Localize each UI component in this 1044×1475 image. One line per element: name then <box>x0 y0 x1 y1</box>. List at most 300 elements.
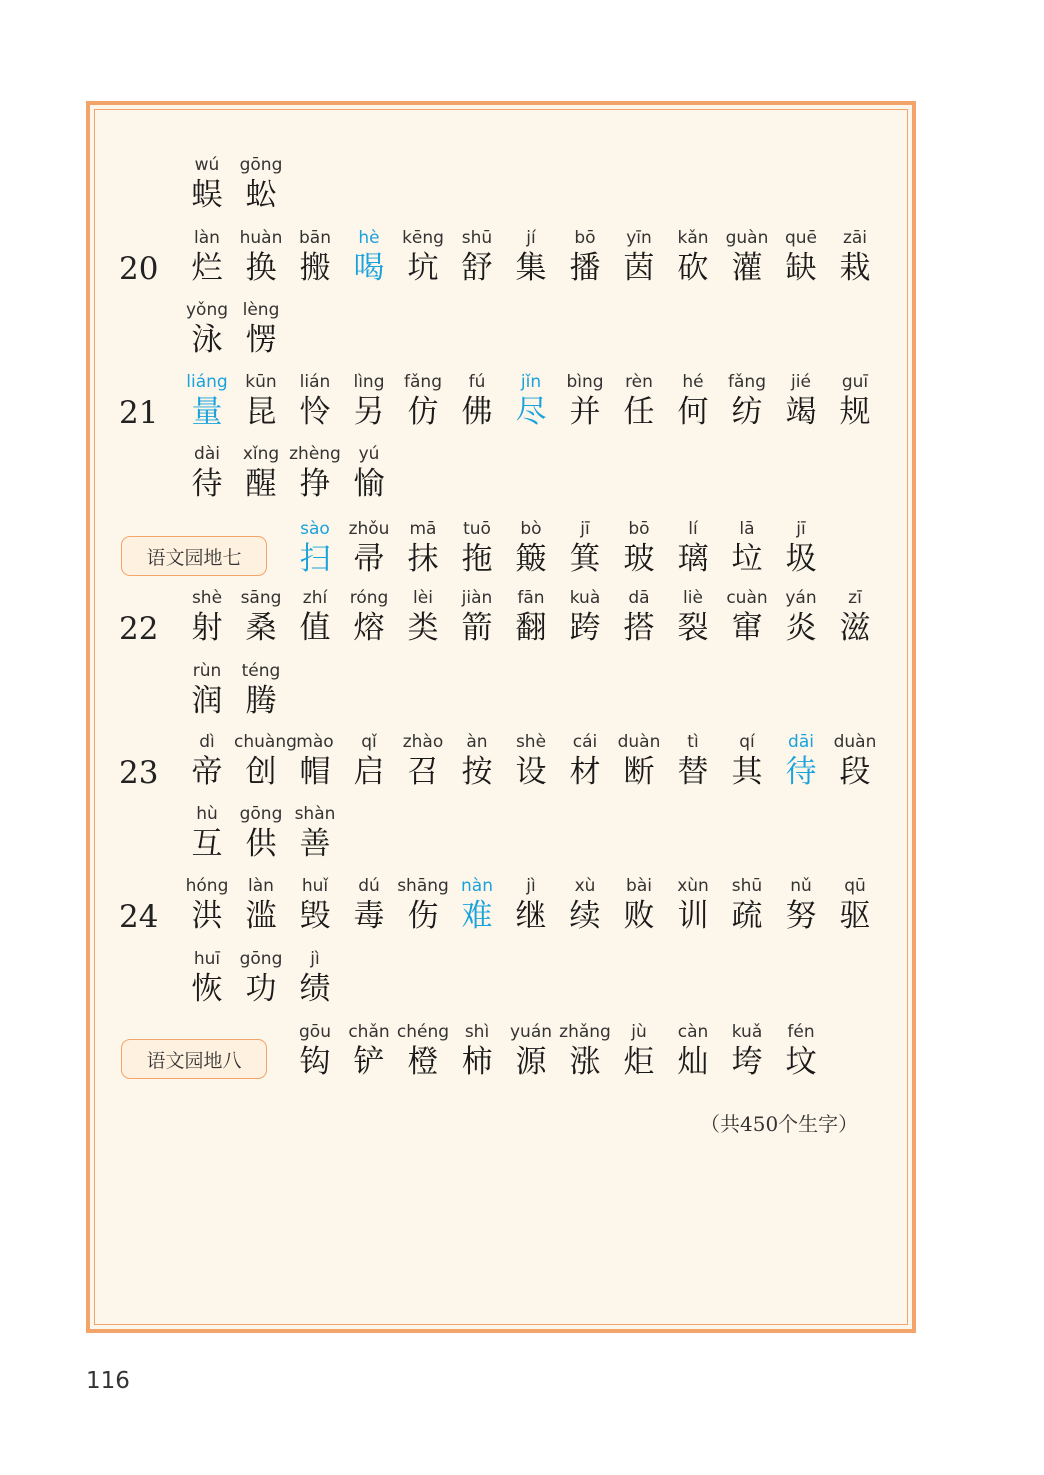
hanzi: 愣 <box>245 322 277 358</box>
hanzi: 铲 <box>353 1044 385 1080</box>
hanzi: 继 <box>515 898 547 934</box>
hanzi: 柿 <box>461 1044 493 1080</box>
hanzi: 毒 <box>353 898 385 934</box>
char-row <box>0 371 1044 431</box>
pinyin: fān <box>517 588 545 608</box>
hanzi: 炎 <box>785 610 817 646</box>
hanzi: 帽 <box>299 754 331 790</box>
char-cell <box>720 1021 774 1081</box>
char-cell <box>288 227 342 287</box>
char-cell <box>558 518 612 578</box>
char-cell <box>774 227 828 287</box>
pinyin: fǎng <box>728 372 766 392</box>
hanzi: 腾 <box>245 683 277 719</box>
hanzi: 何 <box>677 394 709 430</box>
pinyin: bō <box>628 519 650 539</box>
char-cell <box>612 227 666 287</box>
hanzi: 量 <box>191 394 223 430</box>
pinyin: chéng <box>396 1022 450 1042</box>
hanzi: 坑 <box>407 250 439 286</box>
pinyin: tuō <box>463 519 491 539</box>
char-cell <box>666 731 720 791</box>
pinyin: bài <box>626 876 652 896</box>
hanzi: 橙 <box>407 1044 439 1080</box>
char-cell <box>612 371 666 431</box>
pinyin: yuán <box>509 1022 553 1042</box>
pinyin: jù <box>631 1022 647 1042</box>
char-cell <box>396 587 450 647</box>
char-cell <box>396 731 450 791</box>
hanzi: 抹 <box>407 541 439 577</box>
hanzi: 炬 <box>623 1044 655 1080</box>
char-cell <box>180 154 234 214</box>
char-cell <box>396 1021 450 1081</box>
char-cell <box>504 875 558 935</box>
pinyin: zhèng <box>289 444 341 464</box>
pinyin: àn <box>466 732 488 752</box>
hanzi: 播 <box>569 250 601 286</box>
char-cell <box>774 518 828 578</box>
hanzi: 供 <box>245 826 277 862</box>
hanzi: 败 <box>623 898 655 934</box>
char-row <box>0 875 1044 935</box>
char-cell <box>612 587 666 647</box>
hanzi: 蜈 <box>191 177 223 213</box>
char-row <box>0 154 1044 214</box>
char-cell <box>504 1021 558 1081</box>
hanzi: 怜 <box>299 394 331 430</box>
pinyin: nǔ <box>790 876 812 896</box>
pinyin: lián <box>299 372 331 392</box>
pinyin: guī <box>841 372 869 392</box>
pinyin: zhǒu <box>348 519 390 539</box>
char-cell <box>504 227 558 287</box>
hanzi: 佛 <box>461 394 493 430</box>
pinyin: qǐ <box>361 732 377 752</box>
hanzi: 任 <box>623 394 655 430</box>
char-cell <box>504 518 558 578</box>
pinyin: huàn <box>239 228 283 248</box>
char-cell <box>774 875 828 935</box>
hanzi: 帝 <box>191 754 223 790</box>
char-row <box>0 731 1044 791</box>
pinyin: qí <box>739 732 755 752</box>
pinyin: shì <box>464 1022 490 1042</box>
char-cell <box>828 731 882 791</box>
char-cell <box>342 587 396 647</box>
pinyin: duàn <box>617 732 661 752</box>
pinyin: làn <box>194 228 220 248</box>
pinyin: liè <box>683 588 703 608</box>
char-cell <box>234 443 288 503</box>
pinyin: shū <box>731 876 763 896</box>
lesson-number: 20 <box>119 251 159 287</box>
hanzi: 努 <box>785 898 817 934</box>
char-cell <box>504 371 558 431</box>
hanzi: 仿 <box>407 394 439 430</box>
char-cell <box>450 1021 504 1081</box>
char-cell <box>288 875 342 935</box>
hanzi: 类 <box>407 610 439 646</box>
hanzi: 滥 <box>245 898 277 934</box>
pinyin: yǒng <box>185 300 229 320</box>
hanzi: 滋 <box>839 610 871 646</box>
char-row <box>0 518 1044 578</box>
char-cell <box>774 371 828 431</box>
char-cell <box>666 1021 720 1081</box>
section-tag: 语文园地七 <box>121 536 267 576</box>
char-cell <box>720 227 774 287</box>
hanzi: 愉 <box>353 466 385 502</box>
total-count: （共450个生字） <box>700 1112 859 1136</box>
char-cell <box>666 227 720 287</box>
char-cell <box>612 731 666 791</box>
char-cell <box>342 875 396 935</box>
char-row <box>0 299 1044 359</box>
pinyin: hóng <box>185 876 229 896</box>
pinyin: shàn <box>294 804 336 824</box>
pinyin: jì <box>310 949 320 969</box>
hanzi: 待 <box>191 466 223 502</box>
hanzi: 垃 <box>731 541 763 577</box>
hanzi: 蚣 <box>245 177 277 213</box>
pinyin: quē <box>784 228 818 248</box>
pinyin: kuà <box>569 588 601 608</box>
hanzi: 涨 <box>569 1044 601 1080</box>
pinyin: shè <box>515 732 547 752</box>
hanzi: 疏 <box>731 898 763 934</box>
page-number: 116 <box>86 1368 130 1394</box>
pinyin: nàn <box>461 876 493 896</box>
char-cell <box>234 227 288 287</box>
char-cell <box>720 587 774 647</box>
pinyin: jí <box>526 228 536 248</box>
hanzi: 茵 <box>623 250 655 286</box>
char-cell <box>612 875 666 935</box>
pinyin: fǎng <box>404 372 442 392</box>
pinyin: lí <box>688 519 698 539</box>
hanzi: 泳 <box>191 322 223 358</box>
pinyin: chǎn <box>348 1022 390 1042</box>
char-cell <box>504 731 558 791</box>
char-cell <box>234 731 297 791</box>
hanzi: 润 <box>191 683 223 719</box>
pinyin: gōng <box>239 949 283 969</box>
pinyin: jié <box>791 372 811 392</box>
pinyin: dì <box>199 732 215 752</box>
hanzi: 璃 <box>677 541 709 577</box>
char-cell <box>450 371 504 431</box>
pinyin: duàn <box>833 732 877 752</box>
pinyin: jì <box>526 876 536 896</box>
hanzi: 舒 <box>461 250 493 286</box>
char-cell <box>234 371 288 431</box>
char-row <box>0 443 1044 503</box>
hanzi: 玻 <box>623 541 655 577</box>
char-cell <box>180 803 234 863</box>
pinyin: chuàng <box>234 732 297 752</box>
char-cell <box>396 518 450 578</box>
char-cell <box>180 660 234 720</box>
char-cell <box>666 371 720 431</box>
hanzi: 熔 <box>353 610 385 646</box>
pinyin: shū <box>461 228 493 248</box>
hanzi: 烂 <box>191 250 223 286</box>
char-cell <box>558 1021 612 1081</box>
char-cell <box>288 948 342 1008</box>
hanzi: 挣 <box>299 466 331 502</box>
char-cell <box>180 875 234 935</box>
hanzi: 钩 <box>299 1044 331 1080</box>
hanzi: 簸 <box>515 541 547 577</box>
char-cell <box>828 227 882 287</box>
char-cell <box>720 518 774 578</box>
hanzi: 训 <box>677 898 709 934</box>
hanzi: 射 <box>191 610 223 646</box>
char-cell <box>234 587 288 647</box>
hanzi: 伤 <box>407 898 439 934</box>
pinyin: sāng <box>240 588 282 608</box>
pinyin: jǐn <box>520 372 542 392</box>
char-cell <box>558 227 612 287</box>
hanzi: 圾 <box>785 541 817 577</box>
char-cell <box>180 587 234 647</box>
char-cell <box>288 731 342 791</box>
hanzi: 善 <box>299 826 331 862</box>
char-cell <box>342 731 396 791</box>
char-cell <box>234 154 288 214</box>
hanzi: 绩 <box>299 971 331 1007</box>
pinyin: fú <box>468 372 486 392</box>
hanzi: 跨 <box>569 610 601 646</box>
hanzi: 启 <box>353 754 385 790</box>
hanzi: 其 <box>731 754 763 790</box>
char-cell <box>288 1021 342 1081</box>
hanzi: 砍 <box>677 250 709 286</box>
hanzi: 喝 <box>353 250 385 286</box>
hanzi: 并 <box>569 394 601 430</box>
pinyin: cuàn <box>726 588 768 608</box>
hanzi: 灌 <box>731 250 763 286</box>
pinyin: róng <box>349 588 389 608</box>
char-cell <box>288 587 342 647</box>
section-tag: 语文园地八 <box>121 1039 267 1079</box>
pinyin: rèn <box>625 372 653 392</box>
char-row <box>0 1021 1044 1081</box>
pinyin: bìng <box>566 372 604 392</box>
hanzi: 昆 <box>245 394 277 430</box>
char-cell <box>828 371 882 431</box>
pinyin: bān <box>299 228 331 248</box>
char-cell <box>396 371 450 431</box>
pinyin: guàn <box>725 228 769 248</box>
pinyin: zhào <box>402 732 444 752</box>
hanzi: 按 <box>461 754 493 790</box>
lesson-number: 22 <box>119 611 159 647</box>
hanzi: 创 <box>245 754 277 790</box>
hanzi: 竭 <box>785 394 817 430</box>
pinyin: zhǎng <box>559 1022 611 1042</box>
char-cell <box>450 875 504 935</box>
char-row <box>0 948 1044 1008</box>
char-row <box>0 587 1044 647</box>
hanzi: 翻 <box>515 610 547 646</box>
char-cell <box>180 948 234 1008</box>
char-cell <box>342 371 396 431</box>
lesson-number: 21 <box>119 395 159 431</box>
hanzi: 源 <box>515 1044 547 1080</box>
pinyin: lìng <box>353 372 385 392</box>
hanzi: 拖 <box>461 541 493 577</box>
pinyin: jī <box>580 519 590 539</box>
pinyin: yú <box>358 444 380 464</box>
pinyin: jī <box>796 519 806 539</box>
hanzi: 替 <box>677 754 709 790</box>
hanzi: 换 <box>245 250 277 286</box>
hanzi: 帚 <box>353 541 385 577</box>
pinyin: hè <box>358 228 380 248</box>
char-cell <box>558 731 612 791</box>
char-cell <box>396 875 450 935</box>
char-cell <box>504 587 558 647</box>
char-row <box>0 803 1044 863</box>
hanzi: 恢 <box>191 971 223 1007</box>
hanzi: 难 <box>461 898 493 934</box>
hanzi: 坟 <box>785 1044 817 1080</box>
hanzi: 扫 <box>299 541 331 577</box>
pinyin: càn <box>677 1022 709 1042</box>
char-cell <box>558 587 612 647</box>
pinyin: dài <box>194 444 220 464</box>
pinyin: kǎn <box>677 228 709 248</box>
char-cell <box>180 371 234 431</box>
char-cell <box>180 443 234 503</box>
pinyin: zī <box>848 588 862 608</box>
char-cell <box>288 443 342 503</box>
hanzi: 尽 <box>515 394 547 430</box>
pinyin: gōu <box>299 1022 331 1042</box>
pinyin: lèng <box>242 300 280 320</box>
pinyin: liáng <box>186 372 228 392</box>
char-cell <box>396 227 450 287</box>
char-cell <box>558 371 612 431</box>
char-cell <box>288 803 342 863</box>
pinyin: huǐ <box>301 876 329 896</box>
hanzi: 另 <box>353 394 385 430</box>
char-cell <box>720 371 774 431</box>
hanzi: 互 <box>191 826 223 862</box>
char-cell <box>342 227 396 287</box>
char-cell <box>342 443 396 503</box>
char-cell <box>180 299 234 359</box>
char-cell <box>558 875 612 935</box>
char-cell <box>180 227 234 287</box>
char-cell <box>720 731 774 791</box>
pinyin: xǐng <box>242 444 280 464</box>
char-cell <box>828 587 882 647</box>
pinyin: kūn <box>245 372 277 392</box>
pinyin: téng <box>241 661 281 681</box>
pinyin: cái <box>572 732 598 752</box>
hanzi: 窜 <box>731 610 763 646</box>
hanzi: 裂 <box>677 610 709 646</box>
pinyin: hé <box>682 372 704 392</box>
hanzi: 缺 <box>785 250 817 286</box>
char-cell <box>234 660 288 720</box>
pinyin: mào <box>296 732 334 752</box>
hanzi: 箕 <box>569 541 601 577</box>
pinyin: xù <box>574 876 596 896</box>
hanzi: 断 <box>623 754 655 790</box>
hanzi: 待 <box>785 754 817 790</box>
char-cell <box>612 518 666 578</box>
pinyin: xùn <box>677 876 709 896</box>
pinyin: jiàn <box>461 588 493 608</box>
char-cell <box>774 731 828 791</box>
hanzi: 材 <box>569 754 601 790</box>
char-cell <box>666 518 720 578</box>
hanzi: 垮 <box>731 1044 763 1080</box>
char-cell <box>234 803 288 863</box>
char-cell <box>450 587 504 647</box>
hanzi: 搬 <box>299 250 331 286</box>
pinyin: wú <box>194 155 220 175</box>
char-cell <box>774 587 828 647</box>
char-cell <box>720 875 774 935</box>
hanzi: 纺 <box>731 394 763 430</box>
pinyin: bō <box>574 228 596 248</box>
char-cell <box>288 371 342 431</box>
pinyin: shè <box>191 588 223 608</box>
pinyin: zhí <box>302 588 328 608</box>
pinyin: hù <box>196 804 218 824</box>
hanzi: 值 <box>299 610 331 646</box>
hanzi: 召 <box>407 754 439 790</box>
hanzi: 洪 <box>191 898 223 934</box>
hanzi: 栽 <box>839 250 871 286</box>
hanzi: 桑 <box>245 610 277 646</box>
hanzi: 集 <box>515 250 547 286</box>
char-cell <box>234 299 288 359</box>
char-cell <box>828 875 882 935</box>
pinyin: bò <box>520 519 542 539</box>
char-row <box>0 227 1044 287</box>
hanzi: 箭 <box>461 610 493 646</box>
hanzi: 毁 <box>299 898 331 934</box>
pinyin: kēng <box>402 228 444 248</box>
char-cell <box>450 731 504 791</box>
pinyin: zāi <box>842 228 868 248</box>
pinyin: yīn <box>626 228 652 248</box>
char-cell <box>450 227 504 287</box>
hanzi: 搭 <box>623 610 655 646</box>
char-cell <box>342 518 396 578</box>
char-cell <box>234 948 288 1008</box>
pinyin: dāi <box>788 732 814 752</box>
hanzi: 灿 <box>677 1044 709 1080</box>
pinyin: làn <box>248 876 274 896</box>
pinyin: sào <box>300 519 330 539</box>
pinyin: dā <box>628 588 650 608</box>
pinyin: dú <box>358 876 380 896</box>
pinyin: kuǎ <box>731 1022 763 1042</box>
pinyin: lā <box>739 519 755 539</box>
pinyin: shāng <box>397 876 449 896</box>
char-cell <box>180 731 234 791</box>
char-cell <box>450 518 504 578</box>
pinyin: tì <box>687 732 699 752</box>
pinyin: qū <box>844 876 866 896</box>
